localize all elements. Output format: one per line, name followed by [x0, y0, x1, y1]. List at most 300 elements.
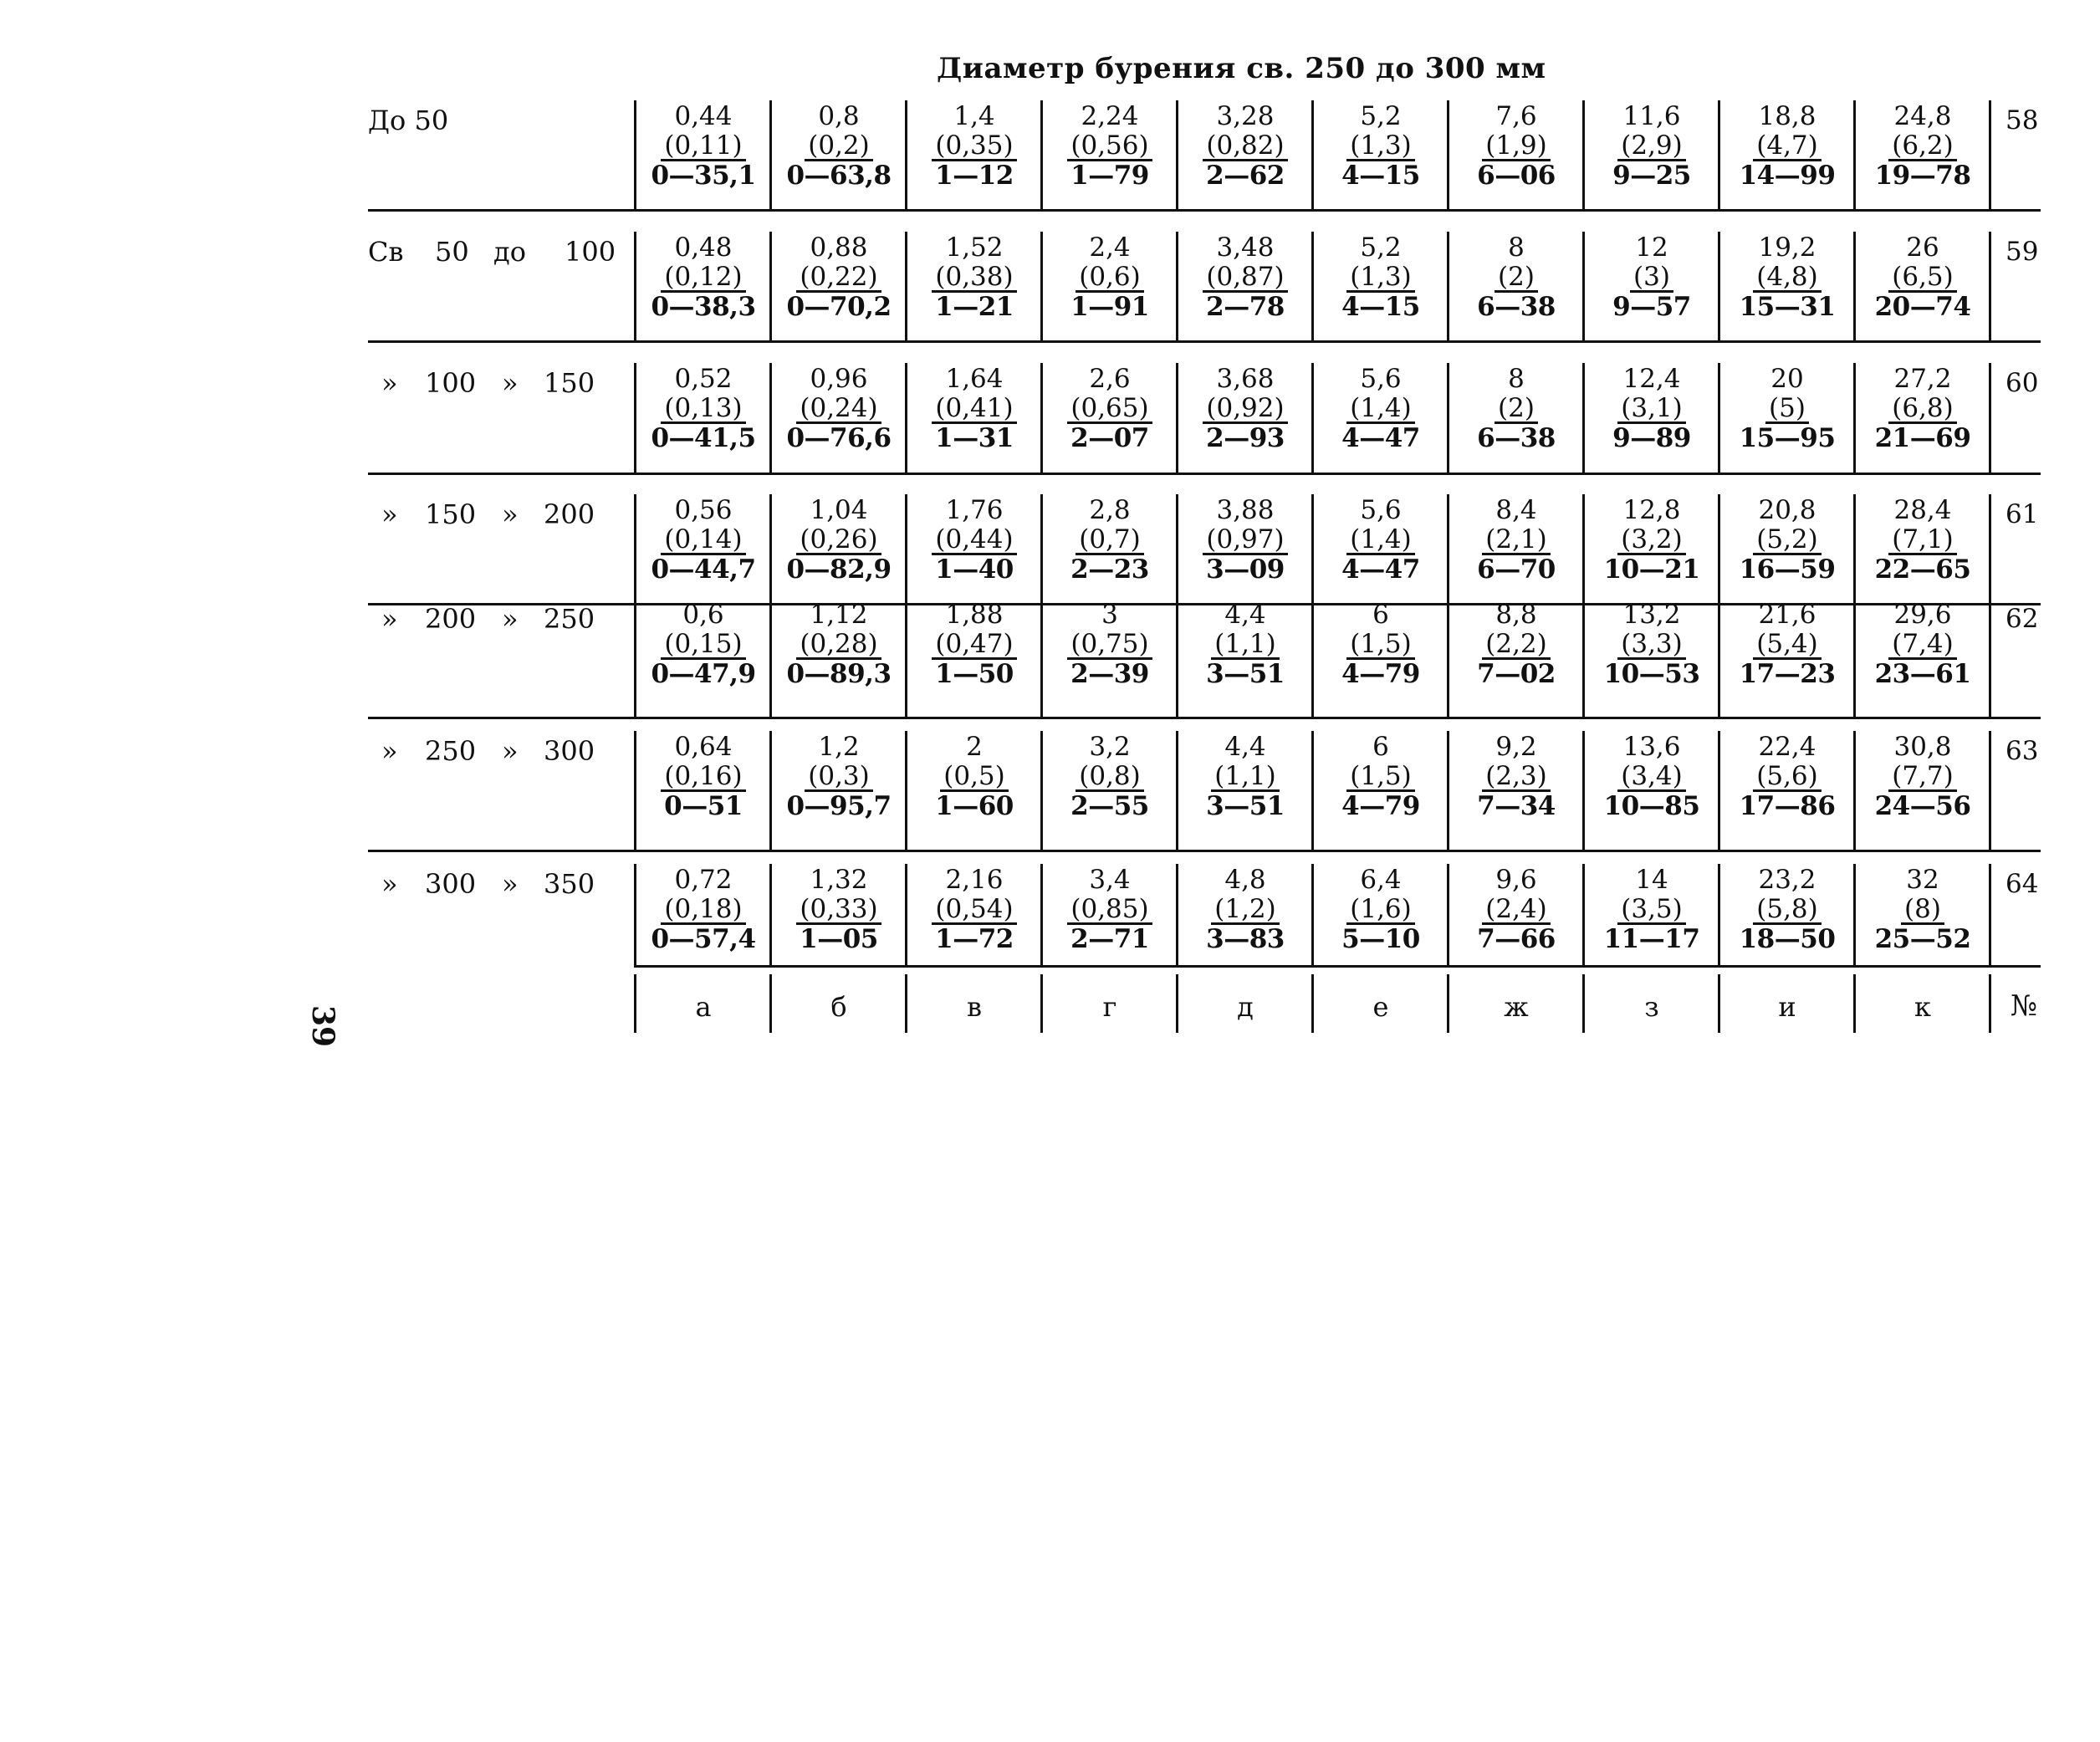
cell-range: 16—59	[1739, 554, 1836, 585]
cell-value-paren: (0,65)	[1067, 395, 1152, 424]
cell-value-paren: (3,2)	[1617, 526, 1686, 555]
table-cell	[1178, 496, 1313, 585]
table-cell	[1042, 496, 1178, 585]
column-rule	[1989, 100, 1991, 209]
column-rule	[1718, 232, 1720, 340]
cell-range: 0—44,7	[651, 554, 756, 585]
cell-value: 1,52	[945, 232, 1004, 263]
table-cell	[1178, 233, 1313, 322]
cell-range: 10—21	[1603, 554, 1700, 585]
cell-value-paren-wrap	[1042, 630, 1178, 660]
row-label-part: 250	[425, 735, 477, 767]
cell-value-paren: (6,8)	[1888, 395, 1957, 424]
column-letter: ж	[1504, 991, 1529, 1023]
table-cell	[1178, 600, 1313, 689]
cell-value: 3,48	[1216, 232, 1275, 263]
cell-value-paren: (0,18)	[661, 896, 745, 925]
cell-range: 1—12	[935, 161, 1014, 191]
cell-value-paren: (1,5)	[1346, 631, 1415, 660]
cell-range: 2—39	[1070, 659, 1149, 689]
cell-value-paren: (5)	[1765, 395, 1809, 424]
cell-value: 13,6	[1622, 732, 1681, 762]
table-cell	[636, 733, 771, 821]
cell-value-paren: (2,9)	[1617, 132, 1686, 161]
cell-value: 12,8	[1622, 495, 1681, 525]
cell-value-paren: (3,4)	[1617, 763, 1686, 792]
table-cell	[1449, 600, 1584, 689]
column-rule	[1311, 494, 1314, 603]
cell-range: 4—15	[1341, 161, 1420, 191]
table-cell	[1178, 365, 1313, 453]
cell-value-paren-wrap	[1855, 394, 1990, 424]
table-cell	[1042, 733, 1178, 821]
table-cell	[907, 600, 1042, 689]
cell-value-paren-wrap	[907, 630, 1042, 660]
table-cell	[907, 733, 1042, 821]
row-label-part: »	[502, 603, 519, 635]
cell-value-paren-wrap	[1719, 630, 1855, 660]
cell-value-paren-wrap	[771, 895, 907, 925]
cell-value: 27,2	[1893, 364, 1952, 394]
cell-range: 3—51	[1206, 659, 1285, 689]
row-rule	[368, 209, 2041, 212]
row-label-part: 250	[544, 603, 595, 635]
table-cell	[1584, 496, 1719, 585]
table-cell	[771, 365, 907, 453]
cell-value-paren-wrap	[636, 263, 771, 293]
table-cell	[1313, 733, 1449, 821]
table-cell	[1042, 233, 1178, 322]
cell-value-paren-wrap	[1042, 394, 1178, 424]
column-rule	[1040, 599, 1043, 717]
cell-value: 7,6	[1495, 101, 1537, 131]
table-cell	[1449, 496, 1584, 585]
cell-value-paren: (2,1)	[1482, 526, 1551, 555]
cell-value: 1,2	[818, 732, 860, 762]
column-letter: к	[1914, 991, 1931, 1023]
row-label-part: »	[502, 735, 519, 767]
column-rule	[1718, 599, 1720, 717]
table-cell	[1584, 866, 1719, 954]
column-rule	[905, 864, 907, 967]
cell-value-paren-wrap	[636, 394, 771, 424]
cell-value-paren: (0,33)	[796, 896, 881, 925]
cell-value: 6	[1372, 732, 1389, 762]
cell-value-paren-wrap	[1584, 630, 1719, 660]
cell-value-paren-wrap	[1584, 394, 1719, 424]
cell-value: 1,64	[945, 364, 1004, 394]
cell-value-paren: (0,3)	[805, 763, 873, 792]
column-rule	[1582, 494, 1585, 603]
cell-value: 6	[1372, 600, 1389, 630]
column-rule	[1718, 363, 1720, 473]
table-cell	[636, 102, 771, 191]
cell-value: 0,8	[818, 101, 860, 131]
cell-value-paren-wrap	[907, 762, 1042, 792]
table-cell	[1313, 496, 1449, 585]
row-label	[368, 734, 619, 768]
cell-value: 9,6	[1495, 865, 1537, 895]
table-cell	[1449, 866, 1584, 954]
table-cell	[1719, 496, 1855, 585]
column-rule	[1447, 100, 1449, 209]
cell-value-paren-wrap	[907, 895, 1042, 925]
cell-value: 0,44	[674, 101, 733, 131]
cell-value: 0,72	[674, 865, 733, 895]
column-letter: е	[1372, 991, 1389, 1023]
cell-range: 6—06	[1477, 161, 1556, 191]
table-cell	[1178, 102, 1313, 191]
cell-value-paren-wrap	[1719, 895, 1855, 925]
cell-range: 7—66	[1477, 924, 1556, 954]
cell-value: 3,28	[1216, 101, 1275, 131]
cell-value-paren: (0,56)	[1067, 132, 1152, 161]
table-cell	[1584, 733, 1719, 821]
cell-value-paren: (0,13)	[661, 395, 745, 424]
cell-value-paren-wrap	[1719, 131, 1855, 161]
cell-value-paren-wrap	[1042, 263, 1178, 293]
cell-value-paren: (1,5)	[1346, 763, 1415, 792]
cell-range: 3—51	[1206, 791, 1285, 821]
column-rule	[905, 731, 907, 850]
table-cell	[771, 496, 907, 585]
cell-range: 7—34	[1477, 791, 1556, 821]
row-label-part: »	[381, 603, 398, 635]
column-rule	[1040, 232, 1043, 340]
cell-range: 4—79	[1341, 791, 1420, 821]
cell-value-paren-wrap	[771, 263, 907, 293]
cell-value-paren-wrap	[1855, 630, 1990, 660]
column-rule	[1989, 494, 1991, 603]
cell-range: 1—50	[935, 659, 1014, 689]
column-rule	[1311, 731, 1314, 850]
cell-range: 21—69	[1874, 423, 1971, 453]
cell-range: 7—02	[1477, 659, 1556, 689]
cell-value-paren: (3)	[1630, 263, 1673, 293]
row-rule	[634, 965, 2041, 968]
cell-value-paren-wrap	[1855, 525, 1990, 555]
cell-value: 5,2	[1360, 232, 1402, 263]
cell-value-paren-wrap	[1178, 131, 1313, 161]
cell-range: 2—07	[1070, 423, 1149, 453]
row-label-part: 200	[425, 603, 477, 635]
row-label	[368, 867, 619, 901]
cell-range: 1—60	[935, 791, 1014, 821]
cell-value: 0,56	[674, 495, 733, 525]
cell-value: 24,8	[1893, 101, 1952, 131]
cell-value: 26	[1906, 232, 1939, 263]
table-cell	[907, 102, 1042, 191]
column-rule	[1176, 731, 1178, 850]
cell-value-paren-wrap	[636, 630, 771, 660]
cell-value-paren-wrap	[1313, 525, 1449, 555]
column-rule	[1853, 864, 1856, 967]
cell-value-paren: (2,3)	[1482, 763, 1551, 792]
column-rule	[1447, 731, 1449, 850]
cell-value-paren: (1,1)	[1211, 631, 1280, 660]
cell-value-paren: (0,2)	[805, 132, 873, 161]
cell-range: 4—79	[1341, 659, 1420, 689]
column-rule	[1853, 363, 1856, 473]
column-rule	[634, 363, 636, 473]
cell-value: 5,2	[1360, 101, 1402, 131]
column-rule	[634, 599, 636, 717]
table-cell	[1855, 496, 1990, 585]
cell-value-paren: (0,16)	[661, 763, 745, 792]
cell-value: 18,8	[1758, 101, 1816, 131]
column-letter: а	[695, 991, 712, 1023]
cell-value: 3,4	[1089, 865, 1131, 895]
table-cell	[1855, 733, 1990, 821]
cell-value: 0,6	[682, 600, 724, 630]
table-cell	[1855, 233, 1990, 322]
column-rule	[1582, 232, 1585, 340]
cell-value-paren: (8)	[1901, 896, 1944, 925]
cell-value-paren: (5,2)	[1753, 526, 1822, 555]
table-cell	[1719, 365, 1855, 453]
column-rule	[1447, 864, 1449, 967]
column-rule	[1853, 494, 1856, 603]
cell-value-paren-wrap	[1178, 762, 1313, 792]
column-rule	[1040, 494, 1043, 603]
column-rule	[1311, 864, 1314, 967]
table-cell	[1178, 866, 1313, 954]
table-cell	[907, 866, 1042, 954]
cell-value-paren: (0,24)	[796, 395, 881, 424]
column-rule	[769, 599, 772, 717]
cell-value-paren-wrap	[1178, 394, 1313, 424]
cell-value: 29,6	[1893, 600, 1952, 630]
row-label-part: »	[381, 498, 398, 530]
cell-value-paren-wrap	[1313, 394, 1449, 424]
column-rule	[634, 494, 636, 603]
row-number: 59	[2005, 237, 2039, 267]
column-rule	[1040, 731, 1043, 850]
column-rule	[634, 731, 636, 850]
cell-value: 2,16	[945, 865, 1004, 895]
column-rule	[905, 599, 907, 717]
table-cell	[907, 496, 1042, 585]
cell-range: 0—63,8	[786, 161, 892, 191]
column-rule	[1989, 864, 1991, 967]
cell-value-paren-wrap	[1584, 895, 1719, 925]
table-cell	[1719, 102, 1855, 191]
cell-value-paren: (0,6)	[1076, 263, 1144, 293]
table-cell	[1313, 866, 1449, 954]
table-cell	[636, 365, 771, 453]
row-label-part: »	[502, 868, 519, 900]
column-rule	[1311, 100, 1314, 209]
column-rule	[1582, 100, 1585, 209]
cell-range: 4—47	[1341, 423, 1420, 453]
row-label-part: 100	[565, 236, 616, 268]
row-number: 61	[2005, 499, 2039, 529]
cell-value: 23,2	[1758, 865, 1816, 895]
row-label-part: 50	[435, 236, 469, 268]
cell-value: 22,4	[1758, 732, 1816, 762]
row-label-part: 100	[425, 367, 477, 399]
column-rule	[1040, 100, 1043, 209]
cell-value-paren: (6,2)	[1888, 132, 1957, 161]
column-rule	[1040, 864, 1043, 967]
cell-value-paren: (1,4)	[1346, 395, 1415, 424]
column-rule	[1989, 232, 1991, 340]
cell-value-paren: (1,2)	[1211, 896, 1280, 925]
row-label-part: »	[381, 735, 398, 767]
cell-value-paren-wrap	[1449, 263, 1584, 293]
column-rule	[1447, 363, 1449, 473]
table-cell	[1449, 733, 1584, 821]
row-label	[368, 104, 619, 137]
cell-value-paren-wrap	[1042, 525, 1178, 555]
cell-value: 2,6	[1089, 364, 1131, 394]
cell-value: 8,8	[1495, 600, 1537, 630]
cell-value-paren-wrap	[771, 630, 907, 660]
cell-value: 20	[1770, 364, 1804, 394]
cell-value: 19,2	[1758, 232, 1816, 263]
cell-value: 21,6	[1758, 600, 1816, 630]
cell-value: 2,24	[1081, 101, 1139, 131]
cell-value-paren-wrap	[1449, 762, 1584, 792]
row-label-part: »	[381, 868, 398, 900]
cell-value-paren-wrap	[771, 762, 907, 792]
cell-value-paren: (0,75)	[1067, 631, 1152, 660]
column-rule	[634, 232, 636, 340]
cell-range: 2—78	[1206, 292, 1285, 322]
cell-value-paren-wrap	[1313, 762, 1449, 792]
cell-range: 6—38	[1477, 423, 1556, 453]
column-rule	[769, 363, 772, 473]
column-rule	[1447, 232, 1449, 340]
cell-value-paren: (2,2)	[1482, 631, 1551, 660]
cell-value: 0,96	[810, 364, 868, 394]
table-cell	[1449, 233, 1584, 322]
column-rule	[905, 494, 907, 603]
column-rule	[769, 731, 772, 850]
cell-value: 14	[1635, 865, 1668, 895]
row-number: 62	[2005, 604, 2039, 634]
cell-value: 8,4	[1495, 495, 1537, 525]
cell-range: 22—65	[1874, 554, 1971, 585]
cell-value-paren: (0,87)	[1203, 263, 1287, 293]
cell-range: 9—89	[1612, 423, 1691, 453]
column-rule	[1311, 363, 1314, 473]
column-rule	[1989, 599, 1991, 717]
cell-range: 3—83	[1206, 924, 1285, 954]
cell-value-paren-wrap	[1042, 895, 1178, 925]
table-cell	[1313, 365, 1449, 453]
column-rule	[1311, 599, 1314, 717]
cell-value-paren-wrap	[1719, 263, 1855, 293]
cell-value-paren: (0,12)	[661, 263, 745, 293]
cell-range: 9—25	[1612, 161, 1691, 191]
row-label-part: »	[381, 367, 398, 399]
cell-value-paren: (0,82)	[1203, 132, 1287, 161]
row-label	[368, 498, 619, 531]
cell-value-paren-wrap	[1855, 895, 1990, 925]
row-label-part: 150	[425, 498, 477, 530]
row-number: 58	[2005, 105, 2039, 135]
cell-range: 10—53	[1603, 659, 1700, 689]
cell-range: 1—05	[800, 924, 878, 954]
cell-value-paren: (0,15)	[661, 631, 745, 660]
column-rule	[1582, 731, 1585, 850]
cell-value-paren: (0,97)	[1203, 526, 1287, 555]
table-cell	[636, 866, 771, 954]
cell-range: 1—21	[935, 292, 1014, 322]
cell-range: 0—41,5	[651, 423, 756, 453]
row-rule	[368, 850, 2041, 852]
cell-range: 6—38	[1477, 292, 1556, 322]
cell-value-paren-wrap	[771, 131, 907, 161]
cell-value: 8	[1508, 364, 1525, 394]
cell-range: 18—50	[1739, 924, 1836, 954]
cell-value-paren-wrap	[1313, 895, 1449, 925]
cell-value-paren: (0,11)	[661, 132, 745, 161]
column-rule	[905, 232, 907, 340]
row-rule	[368, 717, 2041, 719]
table-cell	[771, 102, 907, 191]
cell-value-paren: (0,92)	[1203, 395, 1287, 424]
cell-value-paren: (7,4)	[1888, 631, 1957, 660]
column-rule	[1311, 232, 1314, 340]
cell-value-paren: (1,6)	[1346, 896, 1415, 925]
cell-value-paren: (7,7)	[1888, 763, 1957, 792]
row-label-part: »	[502, 367, 519, 399]
cell-value-paren-wrap	[1178, 895, 1313, 925]
table-cell	[1042, 600, 1178, 689]
row-label-part: 300	[425, 868, 477, 900]
cell-value-paren: (0,26)	[796, 526, 881, 555]
cell-value-paren: (0,44)	[932, 526, 1016, 555]
cell-value: 28,4	[1893, 495, 1952, 525]
cell-value-paren-wrap	[1042, 762, 1178, 792]
column-rule	[769, 864, 772, 967]
row-number: 60	[2005, 368, 2039, 398]
row-number: 63	[2005, 736, 2039, 766]
row-label-part: 350	[544, 868, 595, 900]
row-label	[368, 235, 619, 268]
column-rule	[1718, 731, 1720, 850]
table-cell	[1042, 866, 1178, 954]
cell-value-paren-wrap	[1178, 263, 1313, 293]
cell-value: 1,4	[953, 101, 995, 131]
cell-value-paren-wrap	[636, 131, 771, 161]
column-rule	[634, 100, 636, 209]
cell-value: 3	[1101, 600, 1118, 630]
cell-range: 23—61	[1874, 659, 1971, 689]
cell-value-paren: (0,28)	[796, 631, 881, 660]
cell-range: 2—93	[1206, 423, 1285, 453]
cell-value-paren: (4,8)	[1753, 263, 1822, 293]
column-rule	[1582, 363, 1585, 473]
cell-value: 9,2	[1495, 732, 1537, 762]
column-number-header: №	[2010, 989, 2038, 1023]
table-cell	[636, 600, 771, 689]
table-cell	[1584, 233, 1719, 322]
cell-range: 19—78	[1874, 161, 1971, 191]
cell-range: 15—95	[1739, 423, 1836, 453]
table-cell	[771, 233, 907, 322]
cell-value-paren-wrap	[1449, 394, 1584, 424]
cell-value: 2	[966, 732, 983, 762]
cell-value-paren: (2)	[1495, 263, 1538, 293]
column-rule	[1176, 363, 1178, 473]
cell-value-paren-wrap	[1719, 394, 1855, 424]
column-rule	[1447, 494, 1449, 603]
cell-value-paren-wrap	[1584, 525, 1719, 555]
cell-value-paren: (0,14)	[661, 526, 745, 555]
